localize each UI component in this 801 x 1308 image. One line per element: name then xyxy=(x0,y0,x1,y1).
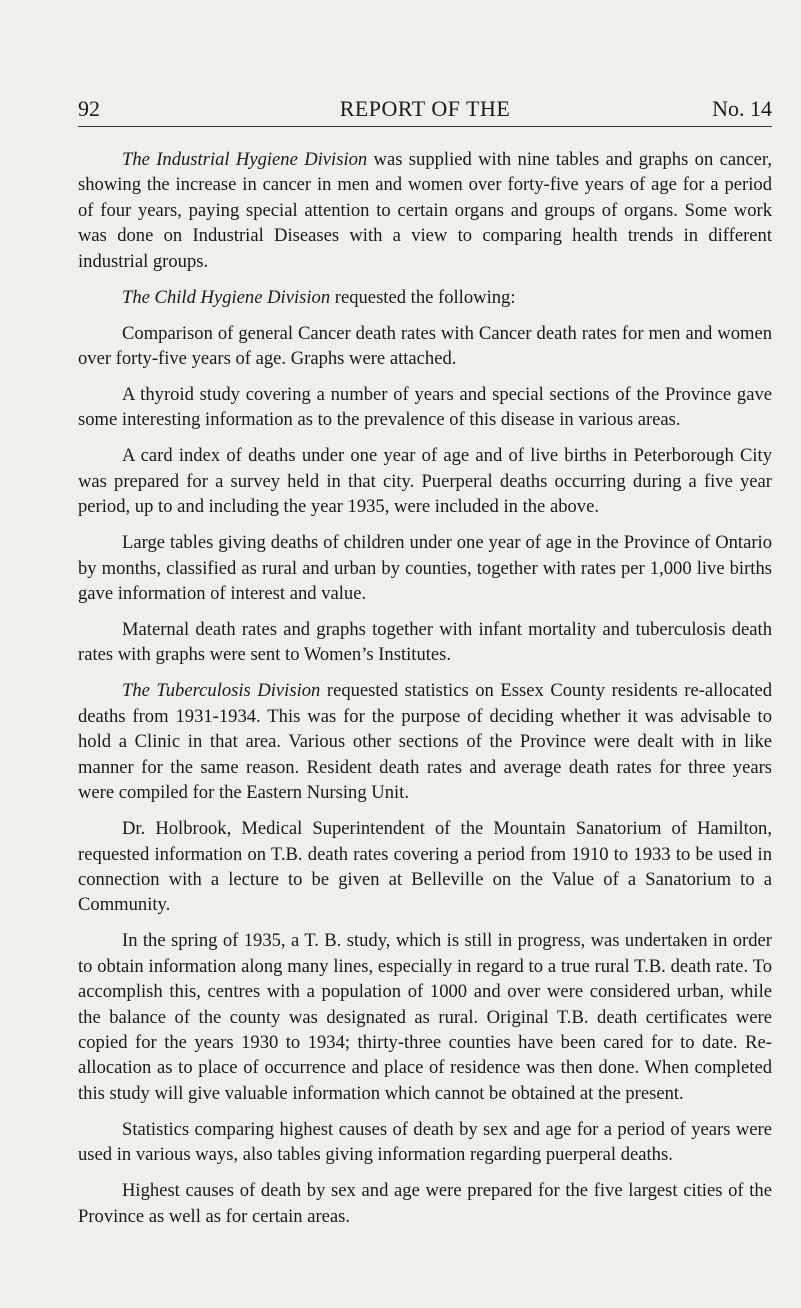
paragraph: Comparison of general Cancer death rates with Cancer death rates for men and women over forty-five years of age. Graphs were attached. xyxy=(78,322,772,370)
body-text xyxy=(78,147,772,1229)
header-rule xyxy=(78,126,772,127)
division-name: The Tuberculosis Division xyxy=(122,680,321,702)
paragraph: The Tuberculosis Division requested statistics on Essex County residents re-allocated deaths from 1931-1934. This was for the purpose of deciding whether it was advisable to hold a Clinic in that area. Various other sections of the Province were dealt with in like manner for the same reason. Resident death rates and average death rates for three years were compiled for the Eastern Nursing Unit. xyxy=(78,680,772,804)
paragraph: Statistics comparing highest causes of death by sex and age for a period of years were used in various ways, also tables giving information regarding puerperal deaths. xyxy=(78,1118,772,1166)
document-page xyxy=(78,95,772,1229)
report-number: No. 14 xyxy=(712,96,772,121)
division-name: The Industrial Hygiene Division xyxy=(122,149,368,170)
paragraph: Maternal death rates and graphs together with infant mortality and tuberculosis death rates with graphs were sent to Women’s Institutes. xyxy=(78,619,772,666)
paragraph: Large tables giving deaths of children under one year of age in the Province of Ontario by months, classified as rural and urban by counties, together with rates per 1,000 live births gave information of interest and value. xyxy=(78,532,772,605)
paragraph: Highest causes of death by sex and age were prepared for the five largest cities of the Province as well as for certain areas. xyxy=(78,1180,772,1227)
paragraph: The Industrial Hygiene Division was supplied with nine tables and graphs on cancer, showing the increase in cancer in men and women over forty-five years of age for a period of four years, paying special attention to certain organs and groups of organs. Some work was done on Industrial Diseases with a view to comparing health trends in different industrial groups. xyxy=(78,149,772,272)
running-title: REPORT OF THE xyxy=(339,96,511,121)
paragraph: In the spring of 1935, a T. B. study, which is still in progress, was undertaken in order to obtain information along many lines, especially in regard to a true rural T.B. death rate. To accomplish this, centres with a population of 1000 and over were considered urban, while the balance of the county was designated as rural. Original T.B. death certificates were copied for the years 1930 to 1934; thirty-three counties have been cared for to date. Re-allocation as to place of occurrence and place of residence was then done. When completed this study will give valuable information which cannot be obtained at the present. xyxy=(78,930,772,1104)
page-number: 92 xyxy=(78,96,100,121)
division-name: The Child Hygiene Division xyxy=(122,286,331,308)
page-header xyxy=(78,95,772,129)
paragraph: The Child Hygiene Division requested the following: xyxy=(122,286,516,308)
paragraph: A card index of deaths under one year of age and of live births in Peterborough City was prepared for a survey held in that city. Puerperal deaths occurring during a five year period, up to and including the year 1935, were included in the above. xyxy=(78,445,772,518)
paragraph: A thyroid study covering a number of years and special sections of the Province gave some interesting information as to the prevalence of this disease in various areas. xyxy=(78,384,772,431)
paragraph: Dr. Holbrook, Medical Superintendent of the Mountain Sanatorium of Hamilton, requested information on T.B. death rates covering a period from 1910 to 1933 to be used in connection with a lecture to be given at Belleville on the Value of a Sanatorium to a Community. xyxy=(78,818,772,916)
